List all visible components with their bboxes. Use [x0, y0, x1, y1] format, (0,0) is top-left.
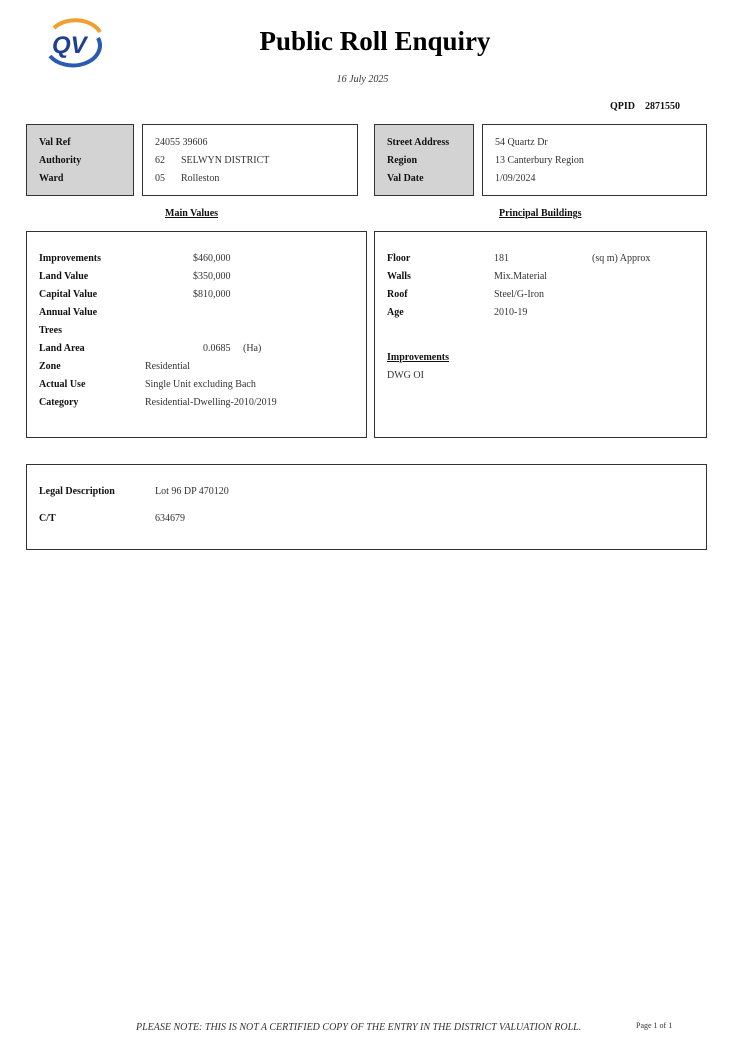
qpid-value: 2871550: [645, 101, 680, 112]
ward-name: Rolleston: [181, 173, 220, 184]
val-date-value: 1/09/2024: [495, 173, 536, 184]
improvements-description: DWG OI: [387, 370, 424, 381]
disclaimer-note: PLEASE NOTE: THIS IS NOT A CERTIFIED COPY OF THE ENTRY IN THE DISTRICT VALUATION ROLL.: [136, 1022, 582, 1033]
label-val-ref: Val Ref: [39, 137, 71, 148]
label-annual-value: Annual Value: [39, 307, 98, 318]
legal-box: [26, 464, 707, 550]
authority-code: 62: [155, 155, 165, 166]
qpid: [610, 101, 680, 112]
label-trees: Trees: [39, 325, 62, 336]
age-value: 2010-19: [494, 307, 528, 318]
label-walls: Walls: [387, 271, 411, 282]
actual-use-value: Single Unit excluding Bach: [145, 379, 256, 390]
floor-value: 181: [494, 253, 509, 264]
zone-value: Residential: [145, 361, 190, 372]
identity-values-box: [142, 124, 358, 196]
label-zone: Zone: [39, 361, 61, 372]
improvements-subheading: Improvements: [387, 352, 450, 363]
label-ward: Ward: [39, 173, 64, 184]
page-number: Page 1 of 1: [636, 1021, 673, 1030]
label-region: Region: [387, 155, 417, 166]
identity-labels-box: [26, 124, 134, 196]
walls-value: Mix.Material: [494, 271, 548, 282]
principal-buildings-box: [374, 231, 707, 438]
page-title: Public Roll Enquiry: [259, 26, 491, 56]
address-values-box: [482, 124, 707, 196]
label-capital-value: Capital Value: [39, 289, 98, 300]
label-land-value: Land Value: [39, 271, 89, 282]
land-area-unit: (Ha): [243, 343, 262, 354]
label-roof: Roof: [387, 289, 408, 300]
main-values-heading: Main Values: [165, 208, 219, 219]
label-street-address: Street Address: [387, 137, 450, 148]
improvements-value: $460,000: [193, 253, 231, 264]
qpid-label: QPID: [610, 101, 635, 112]
svg-text:QV: QV: [52, 32, 87, 59]
capital-value: $810,000: [193, 289, 231, 300]
land-area-value: 0.0685: [203, 343, 231, 354]
street-address-value: 54 Quartz Dr: [495, 137, 548, 148]
label-val-date: Val Date: [387, 173, 424, 184]
label-authority: Authority: [39, 155, 82, 166]
report-date: 16 July 2025: [336, 74, 389, 85]
authority-name: SELWYN DISTRICT: [181, 155, 270, 166]
land-value: $350,000: [193, 271, 231, 282]
label-land-area: Land Area: [39, 343, 85, 354]
ward-code: 05: [155, 173, 165, 184]
roof-value: Steel/G-Iron: [494, 289, 544, 300]
category-value: Residential-Dwelling-2010/2019: [145, 397, 277, 408]
label-actual-use: Actual Use: [39, 379, 86, 390]
label-legal-description: Legal Description: [39, 486, 115, 497]
legal-description-value: Lot 96 DP 470120: [155, 486, 229, 497]
ct-value: 634679: [155, 513, 185, 524]
label-category: Category: [39, 397, 79, 408]
main-values-box: [26, 231, 367, 438]
label-age: Age: [387, 307, 404, 318]
val-ref-value: 24055 39606: [155, 137, 208, 148]
floor-unit: (sq m) Approx: [592, 253, 651, 264]
principal-buildings-heading: Principal Buildings: [499, 208, 582, 219]
address-labels-box: [374, 124, 474, 196]
label-improvements: Improvements: [39, 253, 102, 264]
region-value: 13 Canterbury Region: [495, 155, 584, 166]
label-ct: C/T: [39, 513, 56, 524]
label-floor: Floor: [387, 253, 411, 264]
